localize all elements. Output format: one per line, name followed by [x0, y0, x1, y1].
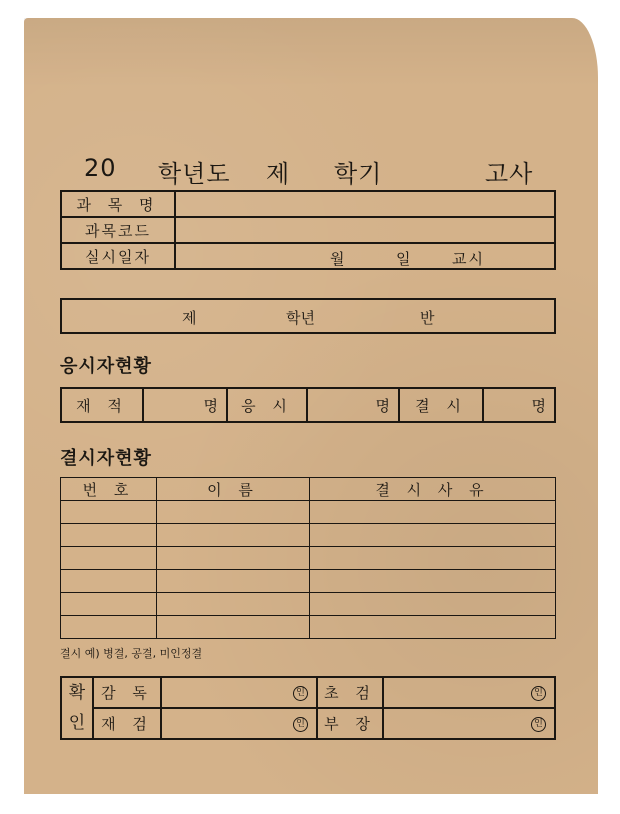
period-label: 교시 — [452, 250, 485, 268]
enrolled-count-field[interactable] — [143, 388, 227, 422]
name-cell[interactable] — [157, 593, 310, 616]
reason-cell[interactable] — [310, 524, 556, 547]
info-table — [60, 190, 556, 270]
number-cell[interactable] — [61, 570, 157, 593]
absent-unit: 명 — [531, 396, 546, 415]
vice-principal-label: 부 장 — [317, 708, 383, 739]
class-ordinal-label: 제 — [182, 309, 197, 327]
enrolled-label: 재 적 — [61, 388, 143, 422]
reason-cell[interactable] — [310, 616, 556, 639]
table-row — [61, 524, 556, 547]
seal-icon: 인 — [531, 717, 546, 732]
reason-cell[interactable] — [310, 547, 556, 570]
name-cell[interactable] — [157, 547, 310, 570]
table-row — [61, 593, 556, 616]
attendance-table — [60, 387, 556, 423]
seal-icon: 인 — [293, 717, 308, 732]
title-school-year: 학년도 — [158, 160, 231, 188]
class-box-field[interactable] — [61, 299, 555, 333]
confirmation-label-bottom: 인 — [68, 713, 86, 733]
absent-count-field[interactable] — [483, 388, 555, 422]
absent-label: 결 시 — [399, 388, 483, 422]
reason-cell[interactable] — [310, 501, 556, 524]
supervisor-label: 감 독 — [93, 677, 161, 708]
absentees-header-reason: 결 시 사 유 — [310, 478, 556, 501]
absentees-header-name: 이 름 — [157, 478, 310, 501]
confirmation-label-top: 확 — [68, 683, 86, 703]
enrolled-unit: 명 — [203, 396, 218, 415]
subject-name-label: 과 목 명 — [61, 191, 175, 217]
vice-principal-sign-field[interactable] — [383, 708, 555, 739]
absentees-section-title: 결시자현황 — [60, 448, 152, 469]
confirmation-label — [61, 677, 93, 739]
title-semester: 학기 — [334, 160, 383, 188]
takers-count-field[interactable] — [307, 388, 399, 422]
name-cell[interactable] — [157, 524, 310, 547]
exam-date-field[interactable] — [175, 243, 555, 269]
number-cell[interactable] — [61, 501, 157, 524]
takers-label: 응 시 — [227, 388, 307, 422]
month-label: 월 — [330, 250, 345, 268]
envelope-flap — [24, 18, 598, 88]
absentees-header-number: 번 호 — [61, 478, 157, 501]
subject-code-field[interactable] — [175, 217, 555, 243]
title-exam: 고사 — [485, 160, 534, 188]
reason-cell[interactable] — [310, 593, 556, 616]
number-cell[interactable] — [61, 547, 157, 570]
exam-date-label: 실시일자 — [61, 243, 175, 269]
title-ordinal: 제 — [266, 160, 291, 188]
table-row — [61, 501, 556, 524]
number-cell[interactable] — [61, 524, 157, 547]
first-check-label: 초 검 — [317, 677, 383, 708]
class-box — [60, 298, 556, 334]
number-cell[interactable] — [61, 593, 157, 616]
class-grade-label: 학년 — [286, 309, 315, 327]
reason-cell[interactable] — [310, 570, 556, 593]
table-row — [61, 570, 556, 593]
seal-icon: 인 — [293, 686, 308, 701]
name-cell[interactable] — [157, 570, 310, 593]
number-cell[interactable] — [61, 616, 157, 639]
name-cell[interactable] — [157, 501, 310, 524]
first-check-sign-field[interactable] — [383, 677, 555, 708]
confirmation-table — [60, 676, 556, 740]
subject-name-field[interactable] — [175, 191, 555, 217]
absence-reason-note: 결시 예) 병결, 공결, 미인정결 — [60, 647, 203, 660]
title-year: 20 — [84, 154, 117, 182]
seal-icon: 인 — [531, 686, 546, 701]
class-label: 반 — [420, 309, 435, 327]
table-row — [61, 547, 556, 570]
name-cell[interactable] — [157, 616, 310, 639]
table-row — [61, 616, 556, 639]
absentees-table — [60, 477, 556, 639]
subject-code-label: 과목코드 — [61, 217, 175, 243]
day-label: 일 — [396, 250, 411, 268]
supervisor-sign-field[interactable] — [161, 677, 317, 708]
attendance-section-title: 응시자현황 — [60, 356, 152, 377]
recheck-label: 재 검 — [93, 708, 161, 739]
recheck-sign-field[interactable] — [161, 708, 317, 739]
takers-unit: 명 — [375, 396, 390, 415]
